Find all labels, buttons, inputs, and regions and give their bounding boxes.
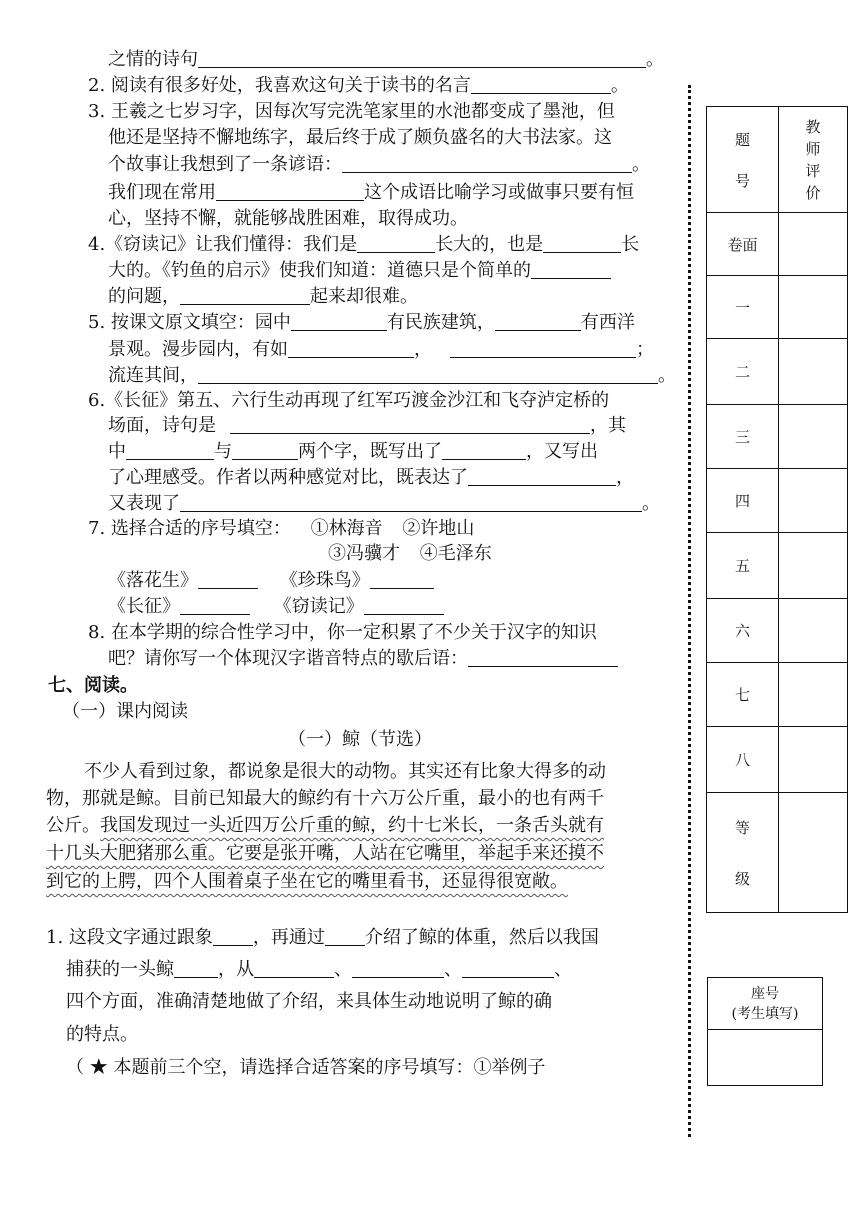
question-3-line-4 (108, 181, 634, 205)
question-6-line-4 (108, 466, 634, 490)
passage-title: （一）鲸（节选） (288, 729, 432, 750)
text: 《长征》 (108, 596, 180, 617)
score-cell[interactable] (779, 469, 848, 533)
row-label: 三 (707, 405, 779, 469)
question-5-line-3 (108, 364, 676, 388)
text: 5. 按课文原文填空：园中 (88, 312, 291, 333)
answer-blank[interactable] (325, 927, 365, 946)
answer-blank[interactable] (126, 441, 214, 460)
answer-blank[interactable] (468, 467, 616, 486)
answer-blank[interactable] (462, 959, 554, 978)
passage-line-2: 物，那就是鲸。目前已知最大的鲸约有十六万公斤重，最小的也有两千 (46, 788, 604, 809)
passage-line-4: 十几头大肥猪那么重。它要是张开嘴，人站在它嘴里，举起手来还摸不 (46, 843, 604, 864)
header-text: 号 (734, 171, 750, 190)
text: ， (414, 339, 432, 360)
question-7-line-2 (328, 542, 492, 566)
question-3-line-3 (108, 153, 650, 177)
header-text: 题 (734, 130, 750, 149)
text: 《珍珠鸟》 (279, 570, 370, 591)
text: ，从 (218, 959, 254, 980)
text: 有西洋 (580, 312, 635, 333)
text: 景观。漫步园内，有如 (108, 339, 288, 360)
reading-question-1-line-1 (46, 926, 599, 950)
question-2 (88, 74, 629, 98)
row-label: 五 (707, 533, 779, 599)
row-label: 一 (707, 276, 779, 339)
text: 我们现在常用 (108, 182, 216, 203)
question-4-line-1 (88, 233, 639, 257)
reading-question-1-hint: （ ★ 本题前三个空，请选择合适答案的序号填写：①举例子 (66, 1057, 546, 1078)
text: 、 (444, 959, 462, 980)
score-cell[interactable] (779, 213, 848, 276)
seat-number-field[interactable] (708, 1030, 823, 1086)
answer-blank[interactable] (357, 234, 435, 253)
row-label: 卷面 (707, 213, 779, 276)
underlined-text: 我国发现过一头近四万公斤重的鲸，约十七米长，一条舌头就有 (100, 815, 604, 836)
text: ， (616, 467, 634, 488)
text: 场面，诗句是 (108, 415, 216, 436)
passage-line-5: 到它的上腭，四个人围着桌子坐在它的嘴里看书，还显得很宽敞。 (46, 871, 568, 892)
question-6-line-2 (108, 414, 626, 438)
seat-number-label (708, 978, 823, 1030)
row-label: 四 (707, 469, 779, 533)
answer-blank[interactable] (291, 312, 387, 331)
answer-blank[interactable] (230, 415, 590, 434)
option-text: ④毛泽东 (419, 543, 492, 564)
question-6-line-3 (108, 440, 598, 464)
header-question-number (707, 107, 779, 213)
score-cell[interactable] (779, 533, 848, 599)
answer-blank[interactable] (198, 49, 646, 68)
answer-blank[interactable] (198, 365, 658, 384)
score-cell[interactable] (779, 727, 848, 793)
reading-question-1-line-4: 的特点。 (66, 1024, 138, 1045)
line-poem (108, 48, 664, 72)
text: 7. 选择合适的序号填空： (88, 518, 291, 539)
text: 吧？请你写一个体现汉字谐音特点的歇后语： (108, 648, 468, 669)
score-table (706, 106, 848, 913)
question-5-line-2 (108, 338, 654, 362)
answer-blank[interactable] (216, 182, 364, 201)
text: 。 (632, 154, 650, 175)
text: 流连其间， (108, 365, 198, 386)
text: 1. 这段文字通过跟象 (46, 927, 213, 948)
answer-blank[interactable] (288, 339, 414, 358)
row-label: 七 (707, 663, 779, 727)
text: 。 (646, 49, 664, 70)
binding-dotted-line (688, 85, 691, 1137)
text: 。 (610, 75, 629, 96)
text: ，又写出 (526, 441, 598, 462)
question-6-line-1: 6.《长征》第五、六行生动再现了红军巧渡金沙江和飞夺泸定桥的 (88, 390, 610, 411)
answer-blank[interactable] (471, 75, 611, 94)
seat-label-text: (考生填写) (731, 1005, 799, 1022)
question-7-line-3 (108, 569, 434, 593)
text: 之情的诗句 (108, 49, 198, 70)
text: 介绍了鲸的体重，然后以我国 (364, 927, 599, 948)
answer-blank[interactable] (543, 234, 621, 253)
reading-question-1-line-2 (66, 958, 572, 982)
text: 有民族建筑， (386, 312, 495, 333)
option-text: ②许地山 (402, 518, 475, 539)
option-text: ③冯骥才 (328, 543, 400, 564)
text: 、 (334, 959, 352, 980)
text: 大的。《钓鱼的启示》使我们知道：道德只是个简单的 (108, 260, 531, 281)
text: 中 (108, 441, 126, 462)
question-5-line-1 (88, 311, 635, 335)
text: 《落花生》 (108, 570, 198, 591)
answer-blank[interactable] (180, 493, 642, 512)
text: 《窃读记》 (273, 596, 364, 617)
text: 了心理感受。作者以两种感觉对比，既表达了 (108, 467, 468, 488)
option-text: ①林海音 (310, 518, 383, 539)
question-4-line-2 (108, 259, 611, 283)
score-cell[interactable] (779, 405, 848, 469)
passage-line-1: 不少人看到过象，都说象是很大的动物。其实还有比象大得多的动 (84, 761, 606, 782)
text: 。 (658, 365, 676, 386)
row-label: 六 (707, 599, 779, 663)
text: 2. 阅读有很多好处，我喜欢这句关于读书的名言 (88, 75, 471, 96)
question-3-line-2: 他还是坚持不懈地练字，最后终于成了颇负盛名的大书法家。这 (108, 127, 612, 148)
seat-number-box (707, 977, 823, 1086)
score-cell[interactable] (779, 599, 848, 663)
text: 公斤。 (46, 815, 100, 836)
header-text: 师 (805, 139, 821, 158)
answer-blank[interactable] (213, 927, 253, 946)
text: 捕获的一头鲸 (66, 959, 174, 980)
text: 、 (554, 959, 572, 980)
header-text: 价 (805, 183, 821, 202)
row-label: 八 (707, 727, 779, 793)
passage-line-3 (46, 814, 604, 838)
score-cell[interactable] (779, 339, 848, 405)
question-8-line-2 (108, 647, 618, 671)
header-teacher-evaluation (779, 107, 848, 213)
row-label: 二 (707, 339, 779, 405)
answer-blank[interactable] (198, 570, 258, 589)
text: 又表现了 (108, 493, 180, 514)
text: 的问题， (108, 286, 180, 307)
section-heading: 七、阅读。 (48, 675, 138, 696)
reading-question-1-line-3: 四个方面，准确清楚地做了介绍，来具体生动地说明了鲸的确 (66, 991, 552, 1012)
text: 个故事让我想到了一条谚语： (108, 154, 342, 175)
text: 长 (621, 234, 640, 255)
question-6-line-5 (108, 492, 660, 516)
answer-blank[interactable] (495, 312, 581, 331)
question-7-line-1 (88, 517, 474, 541)
text: ； (636, 339, 654, 360)
text: 长大的，也是 (435, 234, 544, 255)
grade-text: 级 (734, 869, 750, 888)
text: 两个字，既写出了 (298, 441, 442, 462)
score-cell[interactable] (779, 276, 848, 339)
header-text: 教 (805, 117, 821, 136)
text: 。 (642, 493, 660, 514)
grade-cell[interactable] (779, 793, 848, 913)
question-3-line-5: 心，坚持不懈，就能够战胜困难，取得成功。 (108, 208, 468, 229)
answer-blank[interactable] (531, 260, 611, 279)
answer-blank[interactable] (364, 596, 444, 615)
text: 这个成语比喻学习或做事只要有恒 (364, 182, 634, 203)
answer-blank[interactable] (342, 154, 632, 173)
grade-text: 等 (734, 818, 750, 837)
answer-blank[interactable] (468, 648, 618, 667)
text: ，再通过 (252, 927, 325, 948)
score-cell[interactable] (779, 663, 848, 727)
answer-blank[interactable] (442, 441, 526, 460)
subsection-heading: （一）课内阅读 (62, 701, 188, 722)
question-4-line-3 (108, 285, 418, 309)
answer-blank[interactable] (254, 959, 334, 978)
text: ，其 (590, 415, 626, 436)
question-7-line-4 (108, 595, 444, 619)
grade-label (707, 793, 779, 913)
question-8-line-1: 8. 在本学期的综合性学习中，你一定积累了不少关于汉字的知识 (88, 622, 597, 643)
answer-blank[interactable] (232, 441, 298, 460)
answer-blank[interactable] (180, 596, 250, 615)
answer-blank[interactable] (450, 339, 636, 358)
answer-blank[interactable] (180, 286, 310, 305)
text: 4.《窃读记》让我们懂得：我们是 (88, 234, 358, 255)
answer-blank[interactable] (352, 959, 444, 978)
answer-blank[interactable] (174, 959, 218, 978)
answer-blank[interactable] (370, 570, 434, 589)
text: 与 (214, 441, 232, 462)
seat-label-text: 座号 (751, 985, 779, 1002)
question-3-line-1: 3. 王羲之七岁习字，因每次写完洗笔家里的水池都变成了墨池，但 (88, 101, 615, 122)
header-text: 评 (805, 161, 821, 180)
text: 起来却很难。 (310, 286, 418, 307)
